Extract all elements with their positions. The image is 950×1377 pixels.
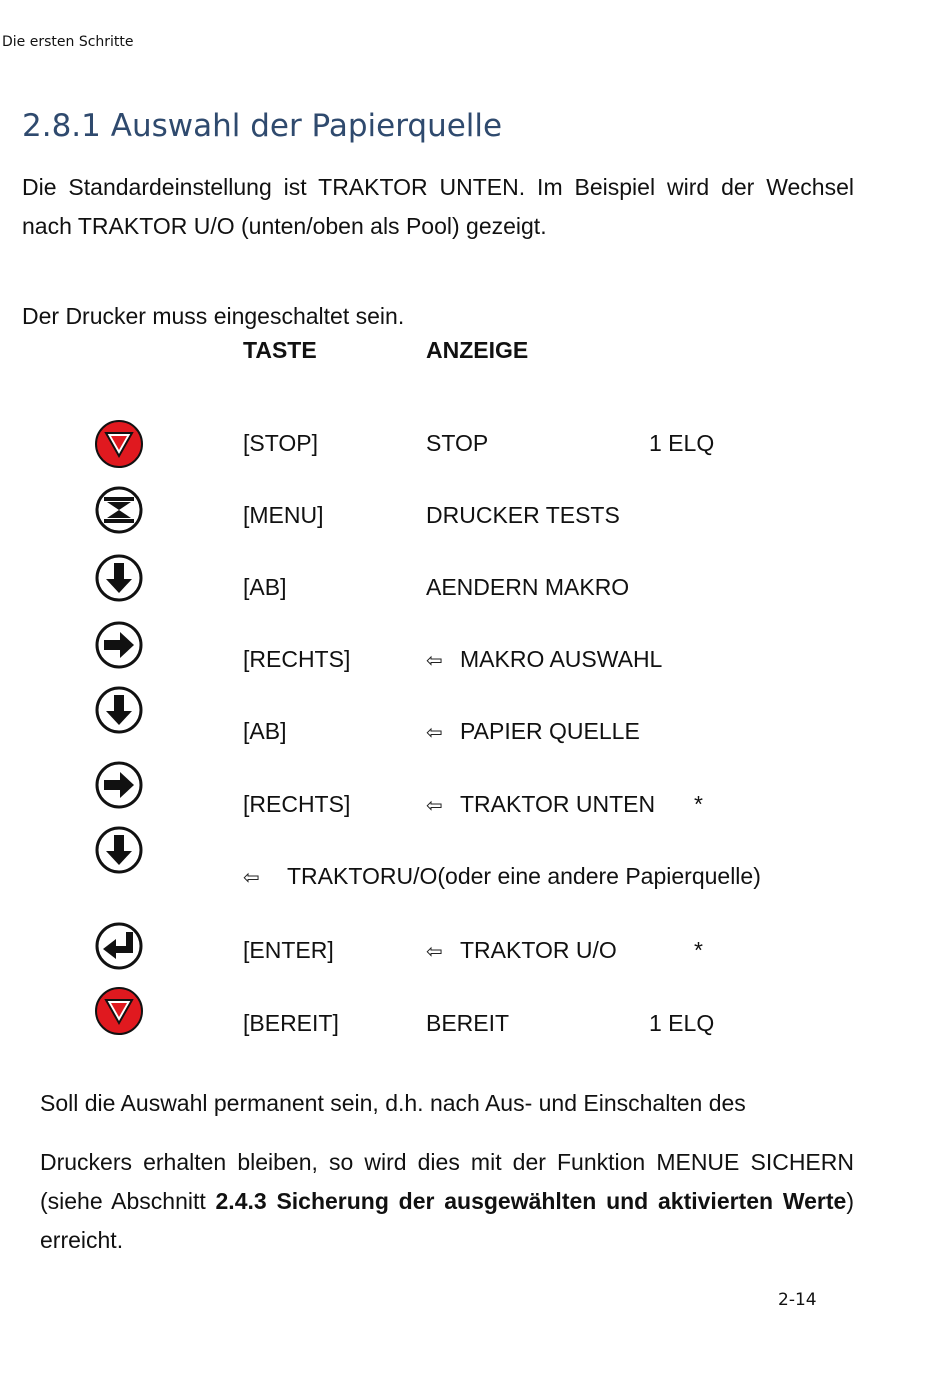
precondition-text: Der Drucker muss eingeschaltet sein. [22,303,405,329]
row-display-with-arrow [426,791,655,818]
row-extra: 1 ELQ [649,430,715,456]
stop-triangle-icon [94,986,144,1036]
row-key: [AB] [243,718,287,744]
outro-text: Druckers erhalten bleiben, so wird dies mit der Funktion MENUE SICHERN (siehe Abschnitt [40,1149,854,1214]
outro-line-1: Soll die Auswahl permanent sein, d.h. nach Aus- und Einschalten des [40,1090,746,1116]
enter-icon [94,921,144,971]
row-key: [MENU] [243,502,324,528]
row-extra: * [694,937,703,963]
left-arrow-icon: ⇦ [426,795,443,817]
arrow-right-icon [94,620,144,670]
row-key: [RECHTS] [243,646,351,672]
row-display: BEREIT [426,1010,510,1036]
arrow-right-icon [94,760,144,810]
arrow-down-icon [94,685,144,735]
stop-triangle-icon [94,419,144,469]
arrow-down-icon [94,553,144,603]
intro-paragraph: Die Standardeinstellung ist TRAKTOR UNTEN. Im Beispiel wird der Wechsel nach TRAKTOR U/O (unten/oben als Pool) gezeigt. [22,174,854,239]
running-header: Die ersten Schritte [2,34,134,50]
row-key: [RECHTS] [243,791,351,817]
row-display: TRAKTOR UNTEN [460,791,656,817]
left-arrow-icon: ⇦ [426,722,443,744]
section-reference: 2.4.3 Sicherung der ausgewählten und aktivierten Werte [215,1188,847,1214]
menu-hourglass-icon [94,485,144,535]
row-display: TRAKTOR U/O [460,937,617,963]
row-key: [AB] [243,574,287,600]
row-display: TRAKTORU/O(oder eine andere Papierquelle) [287,863,761,889]
left-arrow-icon: ⇦ [426,941,443,963]
row-display: STOP [426,430,489,456]
row-display-with-arrow [243,863,761,890]
outro-text-end: ) erreicht. [40,1188,854,1253]
row-key: [STOP] [243,430,318,456]
row-display: AENDERN MAKRO [426,574,630,600]
row-display-with-arrow [426,937,617,964]
page-number: 2-14 [778,1290,817,1310]
row-key: [BEREIT] [243,1010,339,1036]
arrow-down-icon [94,825,144,875]
section-title: 2.8.1 Auswahl der Papierquelle [22,108,503,144]
row-display-with-arrow [426,718,640,745]
left-arrow-icon: ⇦ [426,650,443,672]
row-display: MAKRO AUSWAHL [460,646,663,672]
row-key: [ENTER] [243,937,334,963]
row-display-with-arrow [426,646,662,673]
row-display: PAPIER QUELLE [460,718,640,744]
column-header-display: ANZEIGE [426,337,529,363]
outro-paragraph [40,1143,854,1260]
row-extra: * [694,791,703,817]
row-extra: 1 ELQ [649,1010,715,1036]
column-header-key: TASTE [243,337,317,363]
row-display: DRUCKER TESTS [426,502,620,528]
left-arrow-icon: ⇦ [243,867,260,889]
